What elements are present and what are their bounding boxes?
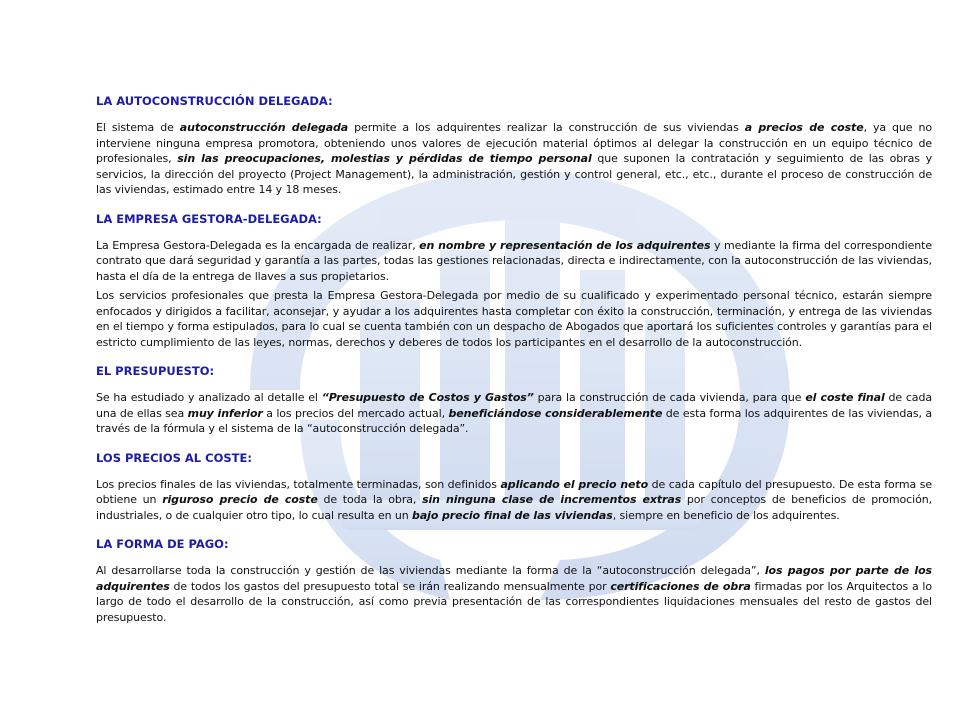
emphasis-text: bajo precio final de las viviendas [412, 508, 613, 522]
body-text: que suponen la contratación y seguimiento de las obras y servicios, la dirección del proyecto (Project Management), la administración, gestión y control general, etc., etc., durante el proceso de construcción de las viviendas, estimado entre 14 y 18 meses. [96, 152, 932, 196]
emphasis-text: certificaciones de obra [610, 579, 751, 593]
body-text: y mediante la firma del correspondiente contrato que dará seguridad y garantía a las partes, todas las gestiones relacionadas, directa e indirectamente, con la autoconstrucción de las viviendas, hasta el día de la entrega de llaves a sus propietarios. [96, 238, 932, 283]
body-text: El sistema de [96, 121, 180, 134]
section-paragraph [96, 477, 932, 524]
document-body [96, 94, 932, 639]
body-text: permite a los adquirentes realizar la construcción de sus viviendas [348, 121, 745, 134]
section-heading: EL PRESUPUESTO: [96, 364, 215, 378]
body-text: a los precios del mercado actual, [262, 406, 449, 420]
section-heading: LA EMPRESA GESTORA-DELEGADA: [96, 211, 322, 226]
emphasis-text: en nombre y representación de los adquirentes [419, 238, 711, 252]
emphasis-text: “Presupuesto de Costos y Gastos” [321, 391, 534, 404]
emphasis-text: muy inferior [187, 406, 263, 420]
body-text: Los precios finales de las viviendas, totalmente terminadas, son definidos [96, 477, 501, 491]
section-paragraph [96, 120, 932, 198]
body-text: para la construcción de cada vivienda, para que [533, 391, 806, 404]
section-heading: LOS PRECIOS AL COSTE: [96, 450, 252, 465]
body-text: por conceptos de beneficios de promoción, industriales, o de cualquier otro tipo, lo cual resulta en un [96, 493, 932, 522]
section-paragraph [96, 288, 932, 350]
emphasis-text: beneficiándose considerablemente [448, 406, 663, 420]
body-text: de todos los gastos del presupuesto total se irán realizando mensualmente por [169, 579, 611, 593]
section-heading: LA AUTOCONSTRUCCIÓN DELEGADA: [96, 94, 333, 108]
section-paragraph [96, 390, 932, 437]
body-text: La Empresa Gestora-Delegada es la encargada de realizar, [96, 238, 420, 252]
section-paragraph [96, 238, 932, 285]
body-text: Al desarrollarse toda la construcción y gestión de las viviendas mediante la forma de la “autoconstrucción delegada”, [96, 564, 765, 577]
emphasis-text: el coste final [805, 391, 885, 404]
emphasis-text: riguroso precio de coste [162, 493, 318, 506]
section-paragraph [96, 563, 932, 625]
emphasis-text: sin ninguna clase de incrementos extras [422, 493, 682, 506]
body-text: , ya que no interviene ninguna empresa promotora, obteniendo unos valores de ejecución material óptimos al delegar la construcción en un equipo técnico de profesionales, [96, 121, 933, 165]
section-heading: LA FORMA DE PAGO: [96, 537, 229, 551]
body-text: de cada una de ellas sea [96, 391, 932, 420]
body-text: de toda la obra, [317, 493, 423, 506]
body-text: , siempre en beneficio de los adquirentes. [612, 508, 840, 522]
emphasis-text: autoconstrucción delegada [179, 121, 349, 134]
emphasis-text: aplicando el precio neto [500, 477, 649, 491]
body-text: Se ha estudiado y analizado al detalle el [96, 391, 322, 404]
body-text: Los servicios profesionales que presta la Empresa Gestora-Delegada por medio de su cualificado y experimentado personal técnico, estarán siempre enfocados y dirigidos a facilitar, aconsejar, y ayudar a los adquirentes hasta completar con éxito la construcción, terminación, y entrega de las viviendas en el tiempo y forma estipulados, para lo cual se cuenta también con un despacho de Abogados que aportará los suficientes controles y garantías para el estricto cumplimiento de las leyes, normas, derechos y deberes de todos los participantes en el desarrollo de la autoconstrucción. [96, 289, 932, 349]
body-text: firmadas por los Arquitectos a lo largo de todo el desarrollo de la construcción, así como previa presentación de las correspondientes liquidaciones mensuales del resto de gastos del presupuesto. [96, 579, 932, 624]
emphasis-text: a precios de coste [744, 121, 864, 134]
emphasis-text: los pagos por parte de los adquirentes [96, 564, 932, 593]
emphasis-text: sin las preocupaciones, molestias y pérdidas de tiempo personal [177, 152, 592, 165]
body-text: de cada capítulo del presupuesto. De esta forma se obtiene un [96, 477, 933, 506]
body-text: de esta forma los adquirentes de las viviendas, a través de la fórmula y el sistema de la “autoconstrucción delegada”. [96, 406, 932, 435]
